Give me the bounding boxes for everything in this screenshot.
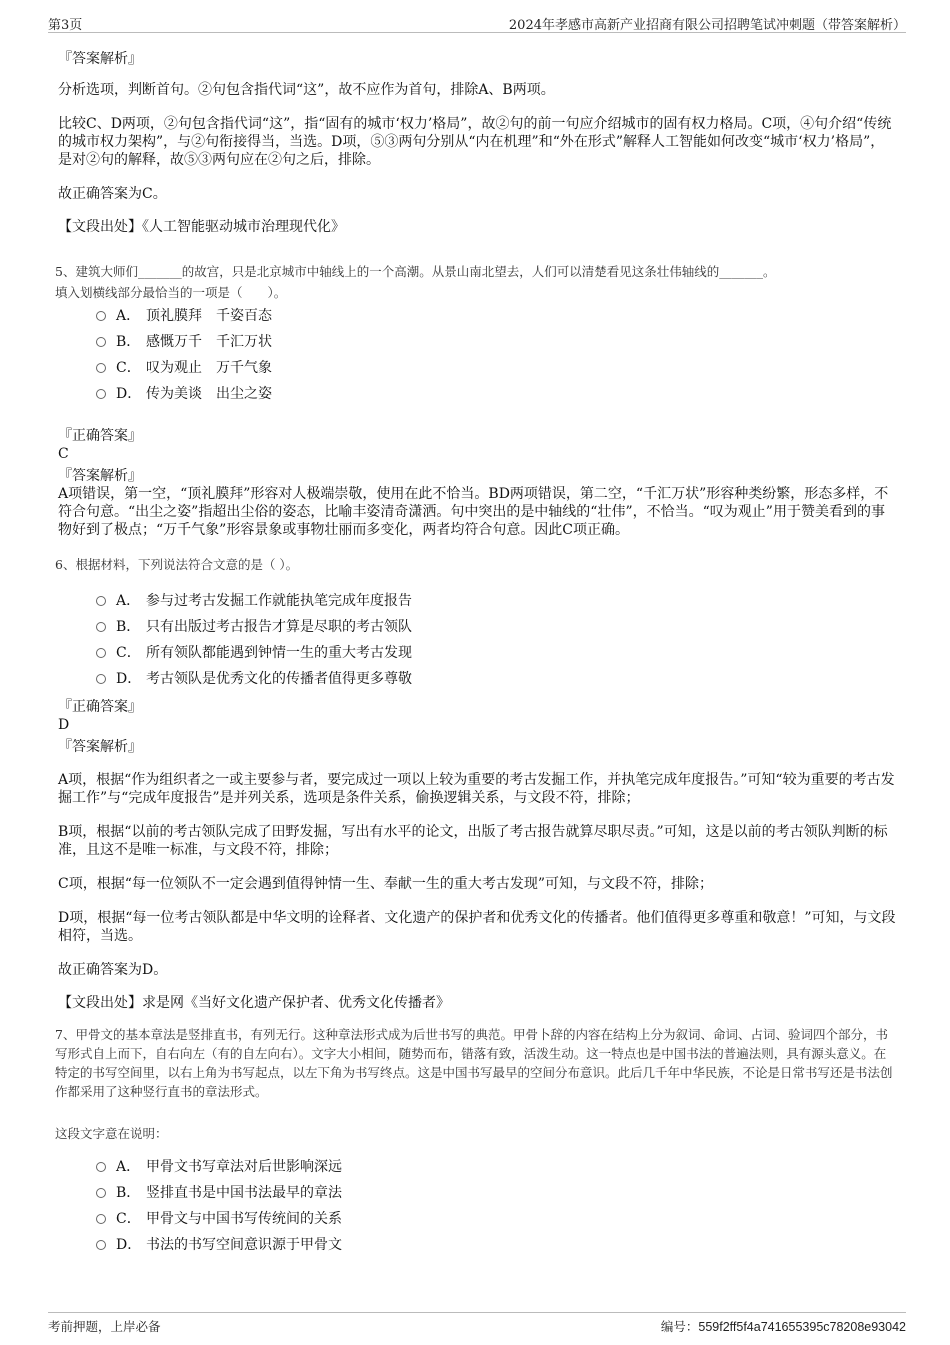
radio-icon[interactable]	[96, 1214, 106, 1224]
q6-option-d[interactable]: D． 考古领队是优秀文化的传播者值得更多尊敬	[96, 670, 412, 688]
q5-instruction: 填入划横线部分最恰当的一项是（ ）。	[55, 285, 287, 300]
page-header	[48, 12, 906, 33]
q7-option-c[interactable]: C． 甲骨文与中国书写传统间的关系	[96, 1210, 342, 1228]
q5-stem: 5、建筑大师们_______的故宫，只是北京城市中轴线上的一个高潮。从景山南北望去，人们可以清楚看见这条壮伟轴线的_______。	[55, 264, 776, 279]
q5-option-d[interactable]: D． 传为美谈 出尘之姿	[96, 385, 272, 403]
q5-analysis-label: 『答案解析』	[58, 468, 142, 484]
q6-source: 【文段出处】求是网《当好文化遗产保护者、优秀文化传播者》	[58, 995, 450, 1011]
q7-option-b[interactable]: B． 竖排直书是中国书法最早的章法	[96, 1184, 342, 1202]
radio-icon[interactable]	[96, 622, 106, 632]
q6-conclusion: 故正确答案为D。	[58, 962, 168, 978]
q5-option-b[interactable]: B． 感慨万千 千汇万状	[96, 333, 272, 351]
q5-answer-label: 『正确答案』	[58, 428, 142, 444]
q6-answer: D	[58, 717, 70, 733]
q6-stem: 6、根据材料，下列说法符合文意的是（ ）。	[55, 557, 299, 572]
document-title: 2024年孝感市高新产业招商有限公司招聘笔试冲刺题（带答案解析）	[508, 18, 906, 33]
q7-option-d[interactable]: D． 书法的书写空间意识源于甲骨文	[96, 1236, 342, 1254]
footer-slogan: 考前押题，上岸必备	[48, 1319, 161, 1334]
radio-icon[interactable]	[96, 337, 106, 347]
document-code	[661, 1317, 906, 1335]
q6-option-b[interactable]: B． 只有出版过考古报告才算是尽职的考古领队	[96, 618, 412, 636]
q5-option-c[interactable]: C． 叹为观止 万千气象	[96, 359, 272, 377]
radio-icon[interactable]	[96, 1240, 106, 1250]
q7-question: 这段文字意在说明：	[55, 1126, 168, 1141]
q6-analysis-d: D项，根据“每一位考古领队都是中华文明的诠释者、文化遗产的保护者和优秀文化的传播者。他们值得更多尊重和敬意！”可知，与文段相符，当选。	[58, 910, 896, 944]
radio-icon[interactable]	[96, 311, 106, 321]
radio-icon[interactable]	[96, 389, 106, 399]
code-value: 559f2ff5f4a741655395c78208e93042	[698, 1320, 906, 1334]
radio-icon[interactable]	[96, 596, 106, 606]
q4-conclusion: 故正确答案为C。	[58, 186, 167, 202]
q6-analysis-label: 『答案解析』	[58, 739, 142, 755]
page-footer	[48, 1312, 906, 1337]
radio-icon[interactable]	[96, 1162, 106, 1172]
q6-analysis-b: B项，根据“以前的考古领队完成了田野发掘，写出有水平的论文，出版了考古报告就算尽职尽责。”可知，这是以前的考古领队判断的标准，且这不是唯一标准，与文段不符，排除；	[58, 824, 888, 858]
q5-option-a[interactable]: A． 顶礼膜拜 千姿百态	[96, 307, 272, 325]
radio-icon[interactable]	[96, 1188, 106, 1198]
q4-source: 【文段出处】《人工智能驱动城市治理现代化》	[58, 219, 345, 235]
q4-analysis-label: 『答案解析』	[58, 51, 142, 67]
q5-analysis: A项错误，第一空，“顶礼膜拜”形容对人极端崇敬，使用在此不恰当。BD两项错误，第二空，“千汇万状”形容种类纷繁，形态多样，不符合句意。“出尘之姿”指超出尘俗的姿态，比喻丰姿清奇潇洒。句中突出的是中轴线的“壮伟”，不恰当。“叹为观止”用于赞美看到的事物好到了极点；“万千气象”形容景象或事物壮丽而多变化，两者均符合句意。因此C项正确。	[58, 486, 889, 538]
q7-option-a[interactable]: A． 甲骨文书写章法对后世影响深远	[96, 1158, 342, 1176]
page-number: 第3页	[48, 18, 83, 33]
q6-option-c[interactable]: C． 所有领队都能遇到钟情一生的重大考古发现	[96, 644, 412, 662]
q6-answer-label: 『正确答案』	[58, 699, 142, 715]
q4-analysis-para1: 分析选项，判断首句。②句包含指代词“这”，故不应作为首句，排除A、B两项。	[58, 82, 555, 98]
q6-option-a[interactable]: A． 参与过考古发掘工作就能执笔完成年度报告	[96, 592, 412, 610]
q5-answer: C	[58, 446, 69, 462]
q6-analysis-c: C项，根据“每一位领队不一定会遇到值得钟情一生、奉献一生的重大考古发现”可知，与文段不符，排除；	[58, 876, 714, 892]
q7-stem: 7、甲骨文的基本章法是竖排直书，有列无行。这种章法形式成为后世书写的典范。甲骨卜辞的内容在结构上分为叙词、命词、占词、验词四个部分，书写形式自上而下，自右向左（有的自左向右）。文字大小相间，随势而布，错落有致，活泼生动。这一特点也是中国书法的普遍法则，具有源头意义。在特定的书写空间里，以右上角为书写起点，以左下角为书写终点。这是中国书写最早的空间分布意识。此后几千年中华民族，不论是日常书写还是书法创作都采用了这种竖行直书的章法形式。	[55, 1027, 893, 1099]
code-label: 编号：	[660, 1320, 699, 1334]
radio-icon[interactable]	[96, 674, 106, 684]
radio-icon[interactable]	[96, 648, 106, 658]
q6-analysis-a: A项，根据“作为组织者之一或主要参与者，要完成过一项以上较为重要的考古发掘工作，并执笔完成年度报告。”可知“较为重要的考古发掘工作”与“完成年度报告”是并列关系，选项是条件关系，偷换逻辑关系，与文段不符，排除；	[58, 772, 895, 806]
radio-icon[interactable]	[96, 363, 106, 373]
q4-analysis-para2: 比较C、D两项，②句包含指代词“这”，指“固有的城市‘权力’格局”，故②句的前一句应介绍城市的固有权力格局。C项，④句介绍“传统的城市权力架构”，与②句衔接得当，当选。D项，⑤③两句分别从“内在机理”和“外在形式”解释人工智能如何改变“城市‘权力’格局”，是对②句的解释，故⑤③两句应在②句之后，排除。	[58, 116, 892, 168]
